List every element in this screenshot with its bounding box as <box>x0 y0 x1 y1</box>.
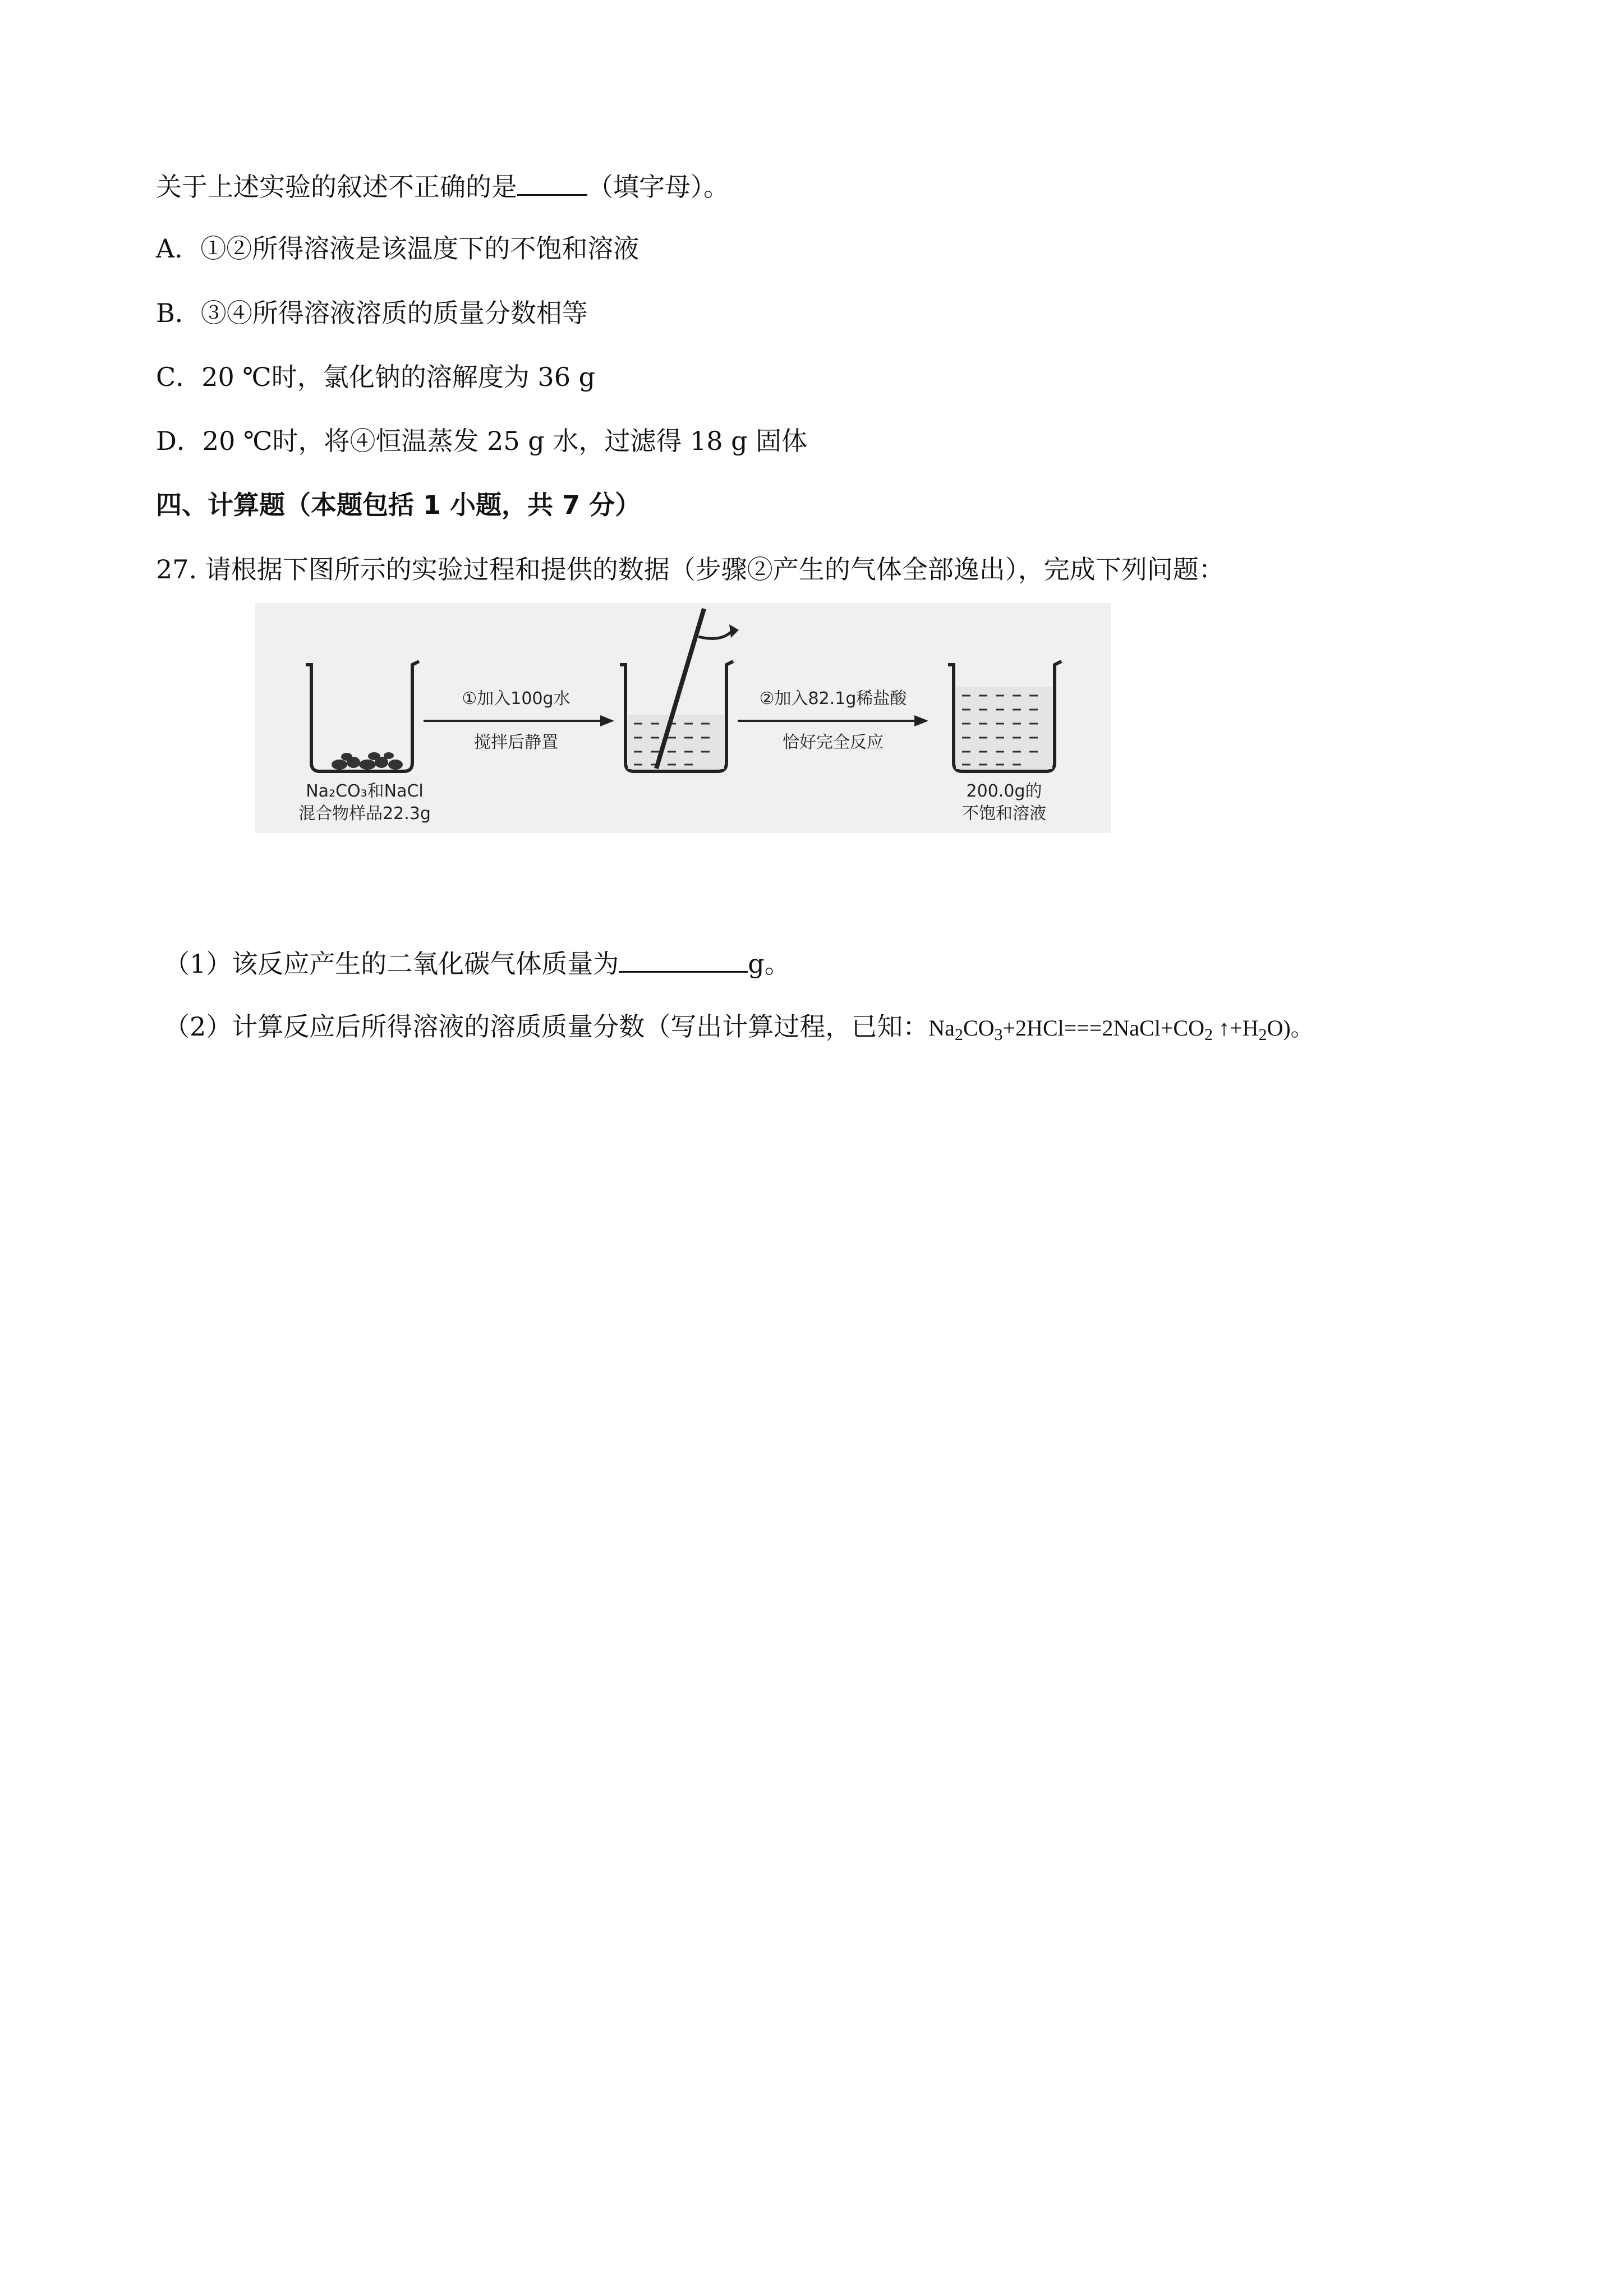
step2-top-text: ②加入82.1g稀盐酸 <box>759 689 907 708</box>
q27-sub1-unit: g。 <box>748 949 790 979</box>
chemical-equation <box>928 1015 1313 1044</box>
eq-sub: 2 <box>1204 1025 1213 1044</box>
beaker-solution <box>948 661 1061 771</box>
answer-blank <box>517 168 587 196</box>
eq-sub: 3 <box>994 1025 1003 1044</box>
experiment-diagram <box>255 603 1111 833</box>
option-d: D．20 ℃时，将④恒温蒸发 25 g 水，过滤得 18 g 固体 <box>156 426 808 456</box>
beaker1-label-line1: Na₂CO₃和NaCl <box>306 781 424 801</box>
q27-sub1 <box>164 945 790 981</box>
eq-mid: +2HCl===2NaCl+CO <box>1002 1015 1204 1041</box>
eq-arrow: ↑+H <box>1212 1015 1259 1041</box>
step1-arrow <box>424 715 614 726</box>
eq-co: CO <box>963 1015 995 1041</box>
q27-stem: 27. 请根据下图所示的实验过程和提供的数据（步骤②产生的气体全部逸出），完成下列问题： <box>156 554 1225 585</box>
option-a: A．①②所得溶液是该温度下的不饱和溶液 <box>156 233 640 264</box>
step2-bottom-text: 恰好完全反应 <box>783 733 884 752</box>
beaker1-label-line2: 混合物样品22.3g <box>298 804 431 823</box>
beaker3-label-line1: 200.0g的 <box>966 781 1042 801</box>
q27-sub1-text: （1）该反应产生的二氧化碳气体质量为 <box>164 949 619 979</box>
step2-arrow <box>738 715 928 726</box>
q26-stem-suffix: （填字母）。 <box>587 172 729 202</box>
solid-sample <box>332 752 403 770</box>
eq-na: Na <box>928 1015 955 1041</box>
q27-sub2-text: （2）计算反应后所得溶液的溶质质量分数（写出计算过程，已知： <box>164 1011 929 1042</box>
option-c: C．20 ℃时，氯化钠的溶解度为 36 g <box>156 362 596 392</box>
eq-tail: O)。 <box>1267 1015 1313 1041</box>
answer-blank <box>619 945 748 973</box>
q26-stem <box>156 168 729 204</box>
q26-stem-text: 关于上述实验的叙述不正确的是 <box>156 172 517 202</box>
beaker-stirring <box>620 609 739 771</box>
beaker3-label-line2: 不饱和溶液 <box>962 804 1046 823</box>
step1-top-text: ①加入100g水 <box>462 689 571 708</box>
option-b: B．③④所得溶液溶质的质量分数相等 <box>156 298 588 328</box>
q27-sub2 <box>164 1010 1313 1052</box>
section-heading: 四、计算题（本题包括 1 小题，共 7 分） <box>156 490 641 520</box>
experiment-figure <box>255 603 1111 833</box>
stir-arrow-icon <box>698 631 732 638</box>
eq-sub: 2 <box>1258 1025 1267 1044</box>
step1-bottom-text: 搅拌后静置 <box>474 733 558 752</box>
beaker-sample <box>306 661 419 771</box>
eq-sub: 2 <box>954 1025 963 1044</box>
